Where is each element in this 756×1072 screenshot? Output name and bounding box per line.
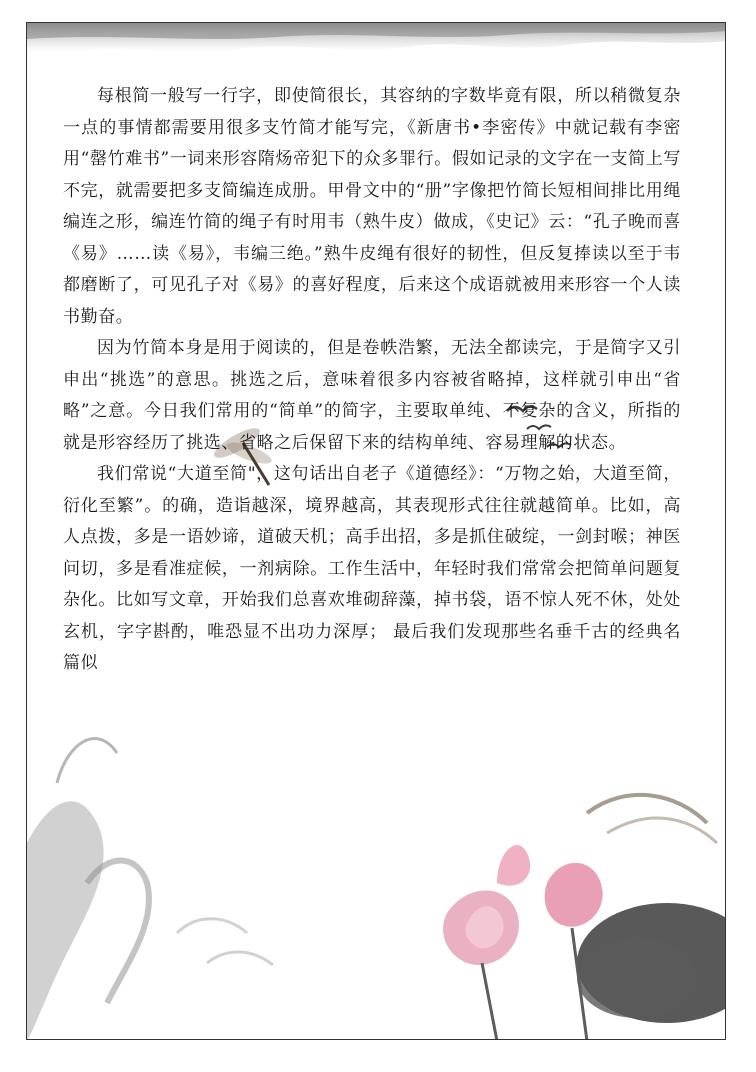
- paragraph-2: 因为竹简本身是用于阅读的，但是卷帙浩繁，无法全都读完，于是简字又引申出“挑选”的意思。挑选之后，意味着很多内容被省略掉，这样就引申出“省略”之意。今日我们常用的“简单”的简字，主要取单纯、不复杂的含义，所指的就是形容经历了挑选、省略之后保留下来的结构单纯、容易理解的状态。: [63, 338, 681, 453]
- page-frame: [26, 22, 726, 1040]
- article-body: [63, 81, 681, 680]
- ink-wash-header-decoration: [27, 23, 726, 83]
- paragraph-3: 我们常说“大道至简"，这句话出自老子《道德经》：“万物之始，大道至简，衍化至繁”。的确，造诣越深，境界越高，其表现形式往往就越简单。比如，高人点拨，多是一语妙谛，道破天机；高手出招，多是抓住破绽，一剑封喉；神医问切，多是看准症候，一剂病除。工作生活中，年轻时我们常常会把简单问题复杂化。比如写文章，开始我们总喜欢堆砌辞藻，掉书袋，语不惊人死不休，处处玄机，字字斟酌，唯恐显不出功力深厚； 最后我们发现那些名垂千古的经典名篇似: [63, 464, 681, 673]
- paragraph-1: 每根简一般写一行字，即使简很长，其容纳的字数毕竟有限，所以稍微复杂一点的事情都需要用很多支竹简才能写完，《新唐书•李密传》中就记载有李密用“罄竹难书”一词来形容隋炀帝犯下的众多罪行。假如记录的文字在一支简上写不完，就需要把多支简编连成册。甲骨文中的“册”字像把竹简长短相间排比用绳编连之形，编连竹简的绳子有时用韦（熟牛皮）做成，《史记》云：“孔子晚而喜《易》……读《易》，韦编三绝。”熟牛皮绳有很好的韧性，但反复捧读以至于韦都磨断了，可见孔子对《易》的喜好程度，后来这个成语就被用来形容一个人读书勤奋。: [63, 86, 681, 327]
